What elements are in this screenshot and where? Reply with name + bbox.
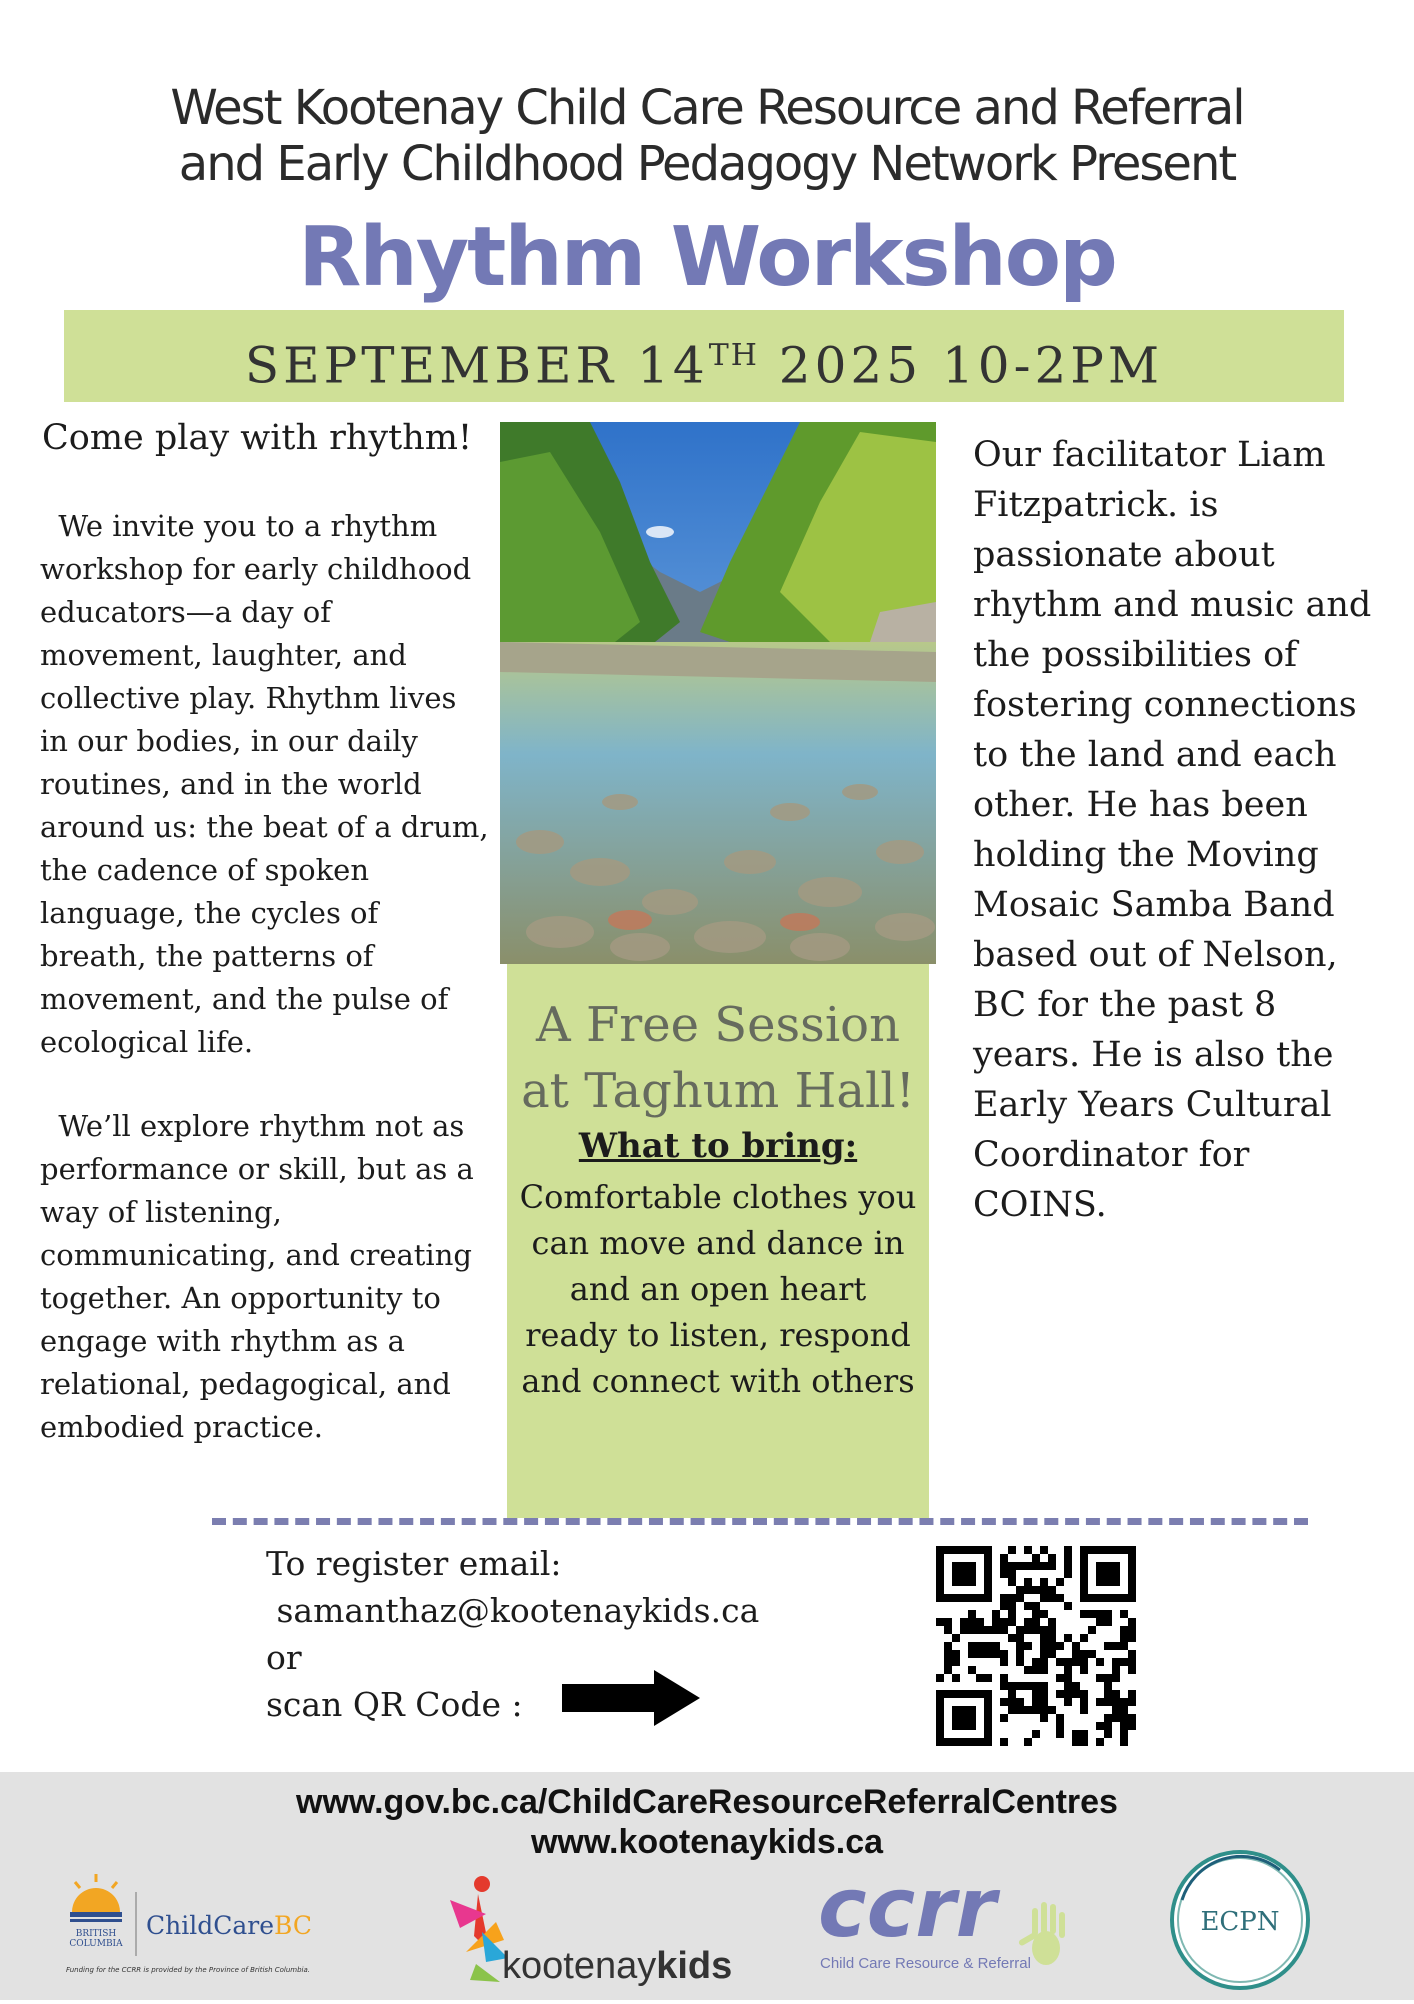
date-rest: 2025 10-2PM [758,336,1164,395]
organizer-title [0,80,1414,192]
what-to-bring-text: Comfortable clothes you can move and dance in and an open heart ready to listen, respond and connect with others [519,1178,917,1400]
svg-text:Funding for the CCRR is provid: Funding for the CCRR is provided by the Province of British Columbia. [66,1966,311,1974]
svg-text:COLUMBIA: COLUMBIA [69,1939,123,1949]
register-scan: scan QR Code : [266,1685,523,1724]
svg-text:kootenaykids: kootenaykids [502,1945,733,1987]
svg-text:BRITISH: BRITISH [75,1929,117,1939]
explore-paragraph: We’ll explore rhythm not as performance or skill, but as a way of listening, communicating, and creating together. An opportunity to engage with rhythm as a relational, pedagogical, and embodied practice. [40,1109,474,1444]
free-session-panel [507,964,929,1518]
svg-text:ECPN: ECPN [1200,1907,1280,1937]
what-to-bring-label: What to bring: [578,1126,858,1166]
register-or: or [266,1638,302,1677]
intro-paragraph: We invite you to a rhythm workshop for early childhood educators—a day of movement, laughter, and collective play. Rhythm lives in our bodies, in our daily routines, and in the world around us: the beat of a drum, the cadence of spoken language, the cycles of breath, the patterns of movement, and the pulse of ecological life. [40,509,489,1059]
free-session-heading: A Free Session at Taghum Hall! [521,997,915,1119]
left-heading: Come play with rhythm! [42,418,473,458]
qr-code-icon[interactable] [936,1546,1136,1750]
childcarebc-logo [62,1872,312,1982]
ccrr-logo [818,1856,1078,1986]
footer [0,1772,1414,2000]
arrow-right-icon [562,1668,702,1732]
ecpn-logo [1160,1840,1320,2000]
river-photo [500,422,936,964]
organizer-line-1: West Kootenay Child Care Resource and Referral [170,80,1244,136]
date-banner [64,310,1344,402]
dashed-divider [212,1518,1308,1525]
svg-text:Child Care Resource & Referral: Child Care Resource & Referral [820,1955,1031,1972]
kootenaykids-logo [430,1862,733,1992]
date-suffix: TH [708,338,759,373]
event-date [64,310,1344,402]
bc-sun-icon [62,1872,312,1982]
register-label: To register email: [266,1544,562,1583]
date-main: SEPTEMBER 14 [244,336,709,395]
gov-bc-url[interactable]: www.gov.bc.ca/ChildCareResourceReferralCentres [296,1783,1118,1821]
organizer-line-2: and Early Childhood Pedagogy Network Present [178,136,1236,192]
kootenaykids-url[interactable]: www.kootenaykids.ca [530,1823,884,1861]
svg-text:ChildCareBC: ChildCareBC [146,1911,312,1940]
event-title: Rhythm Workshop [298,210,1116,305]
svg-text:ccrr: ccrr [818,1861,997,1956]
register-email[interactable]: samanthaz@kootenaykids.ca [266,1591,760,1630]
facilitator-bio: Our facilitator Liam Fitzpatrick. is passionate about rhythm and music and the possibilities of fostering connections to the land and each other. He has been holding the Moving Mosaic Samba Band based out of Nelson, BC for the past 8 years. He is also the Early Years Cultural Coordinator for COINS. [973,435,1372,1225]
